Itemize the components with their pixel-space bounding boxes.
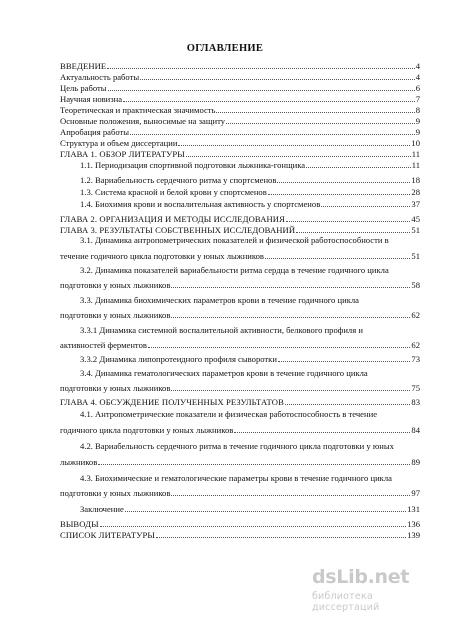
toc-entry[interactable] (60, 251, 420, 261)
toc-entry-title: ГЛАВА 2. ОРГАНИЗАЦИЯ И МЕТОДЫ ИССЛЕДОВАНИЯ (60, 214, 285, 224)
dot-leader (277, 182, 410, 183)
toc-entry[interactable] (60, 280, 420, 290)
watermark (312, 566, 442, 613)
toc-entry[interactable] (60, 530, 420, 540)
toc-entry-page: 51 (411, 225, 420, 235)
toc-entry-page: 139 (407, 530, 420, 540)
toc-entry[interactable] (60, 340, 420, 350)
toc-entry[interactable] (60, 225, 420, 235)
dot-leader (125, 511, 406, 512)
toc-entry-title: Теоретическая и практическая значимость (60, 105, 216, 115)
toc-entry-title-line1: 3.1. Динамика антропометрических показателей и физической работоспособности в (80, 235, 389, 245)
toc-entry-page: 8 (415, 105, 420, 115)
toc-entry[interactable] (60, 488, 420, 498)
toc-entry-title-line2: подготовки у юных лыжников (60, 383, 171, 393)
toc-entry-title-line1: 4.1. Антропометрические показатели и физическая работоспособность в течение (80, 409, 378, 419)
toc-entry-title: Апробация работы (60, 127, 130, 137)
toc-entry-page: 62 (411, 340, 420, 350)
dot-leader (123, 101, 415, 102)
dot-leader (268, 194, 411, 195)
toc-entry-title: Актуальность работы (60, 72, 140, 82)
dot-leader (216, 112, 414, 113)
toc-entry[interactable] (80, 504, 420, 514)
page-title: ОГЛАВЛЕНИЕ (186, 43, 264, 54)
toc-entry-page: 73 (411, 354, 420, 364)
toc-entry[interactable] (60, 383, 420, 393)
toc-entry-title-line1: 3.4. Динамика гематологических параметров крови в течение годичного цикла (80, 368, 368, 378)
toc-entry[interactable] (60, 105, 420, 115)
toc-entry[interactable] (60, 127, 420, 137)
toc-entry-page: 18 (411, 175, 420, 185)
toc-entry[interactable] (80, 187, 420, 197)
toc-entry-page: 84 (411, 425, 420, 435)
dot-leader (234, 432, 410, 433)
toc-entry[interactable] (60, 149, 420, 159)
dot-leader (265, 258, 410, 259)
toc-entry[interactable] (80, 160, 420, 170)
toc-entry-page: 7 (415, 94, 420, 104)
toc-entry-title: ВЫВОДЫ (60, 519, 99, 529)
toc-entry-title: 1.4. Биохимия крови и воспалительная активность у спортсменов (80, 199, 321, 209)
toc-entry-page: 10 (411, 138, 420, 148)
toc-entry-title-line2: течение годичного цикла подготовки у юных лыжников (60, 251, 264, 261)
toc-entry[interactable] (60, 519, 420, 529)
dot-leader (171, 495, 410, 496)
toc-entry-page: 89 (411, 457, 420, 467)
dot-leader (306, 167, 411, 168)
toc-entry-page: 45 (411, 214, 420, 224)
dot-leader (226, 123, 415, 124)
toc-entry[interactable] (80, 175, 420, 185)
toc-entry-page: 75 (411, 383, 420, 393)
toc-entry-page: 11 (411, 149, 420, 159)
toc-entry-page: 9 (415, 127, 420, 137)
toc-entry-page: 11 (411, 160, 420, 170)
toc-entry-title-line1: 3.3.1 Динамика системной воспалительной активности, белкового профиля и (80, 325, 363, 335)
toc-entry-title-line2: подготовки у юных лыжников (60, 488, 171, 498)
toc-entry-title: ГЛАВА 3. РЕЗУЛЬТАТЫ СОБСТВЕННЫХ ИССЛЕДОВАНИЙ (60, 225, 296, 235)
toc-entry-page: 4 (415, 61, 420, 71)
dot-leader (285, 404, 411, 405)
toc-entry-page: 97 (411, 488, 420, 498)
toc-entry-title-line2: подготовки у юных лыжников (60, 280, 171, 290)
toc-entry[interactable] (60, 457, 420, 467)
dot-leader (171, 317, 410, 318)
dot-leader (321, 206, 410, 207)
toc-entry-title: ГЛАВА 1. ОБЗОР ЛИТЕРАТУРЫ (60, 149, 185, 159)
dot-leader (100, 526, 406, 527)
toc-entry-title: Основные положения, выносимые на защиту (60, 116, 226, 126)
toc-entry[interactable] (80, 354, 420, 364)
toc-entry[interactable] (80, 199, 420, 209)
toc-entry-page: 136 (407, 519, 420, 529)
toc-entry-title: ГЛАВА 4. ОБСУЖДЕНИЕ ПОЛУЧЕННЫХ РЕЗУЛЬТАТОВ (60, 397, 284, 407)
dot-leader (148, 347, 410, 348)
toc-entry-title: Заключение (80, 504, 124, 514)
watermark-logo: dsLib.net (312, 566, 410, 588)
toc-entry-title: 1.2. Вариабельность сердечного ритма у спортсменов (80, 175, 277, 185)
toc-entry-title: Научная новизна (60, 94, 123, 104)
toc-entry-title-line2: активностей ферментов (60, 340, 147, 350)
toc-entry-title-line1: 3.2. Динамика показателей вариабельности ритма сердца в течение годичного цикла (80, 265, 389, 275)
dot-leader (140, 79, 415, 80)
toc-entry-page: 6 (415, 83, 420, 93)
toc-entry[interactable] (60, 83, 420, 93)
dot-leader (108, 90, 415, 91)
toc-entry-page: 9 (415, 116, 420, 126)
toc-entry-page: 62 (411, 310, 420, 320)
dot-leader (178, 145, 410, 146)
toc-entry-title-line2: подготовки у юных лыжников (60, 310, 171, 320)
watermark-subtitle: библиотека диссертаций (312, 591, 380, 613)
dot-leader (278, 361, 410, 362)
toc-entry[interactable] (60, 61, 420, 71)
dot-leader (186, 156, 411, 157)
toc-entry-title-line2: лыжников (60, 457, 98, 467)
toc-entry-title-line1: 4.3. Биохимические и гематологические параметры крови в течение годичного цикла (80, 473, 392, 483)
toc-entry[interactable] (60, 94, 420, 104)
dot-leader (286, 221, 410, 222)
dot-leader (171, 390, 410, 391)
dot-leader (171, 287, 410, 288)
toc-entry-title: 3.3.2 Динамика липопротеидного профиля сыворотки (80, 354, 277, 364)
toc-entry-title: Структура и объем диссертации (60, 138, 178, 148)
toc-entry-title: Цель работы (60, 83, 107, 93)
toc-entry-page: 4 (415, 72, 420, 82)
toc-entry-title: 1.1. Периодизация спортивной подготовки лыжника-гонщика (80, 160, 306, 170)
toc-entry-title-line1: 3.3. Динамика биохимических параметров крови в течение годичного цикла (80, 295, 359, 305)
toc-entry[interactable] (60, 116, 420, 126)
dot-leader (130, 134, 415, 135)
toc-entry-title-line2: годичного цикла подготовки у юных лыжников (60, 425, 234, 435)
toc-entry-page: 51 (411, 251, 420, 261)
toc-entry[interactable] (60, 138, 420, 148)
toc-entry-page: 83 (411, 397, 420, 407)
toc-entry[interactable] (60, 425, 420, 435)
toc-entry-title: ВВЕДЕНИЕ (60, 61, 107, 71)
toc-entry-page: 28 (411, 187, 420, 197)
toc-entry-title: 1.3. Система красной и белой крови у спортсменов (80, 187, 267, 197)
toc-entry-page: 131 (407, 504, 420, 514)
toc-entry[interactable] (60, 214, 420, 224)
toc-entry-title: СПИСОК ЛИТЕРАТУРЫ (60, 530, 155, 540)
dot-leader (107, 68, 414, 69)
toc-entry[interactable] (60, 397, 420, 407)
toc-entry-title-line1: 4.2. Вариабельность сердечного ритма в течение годичного цикла подготовки у юных (80, 441, 394, 451)
toc-entry-page: 37 (411, 199, 420, 209)
toc-entry[interactable] (60, 72, 420, 82)
dot-leader (156, 537, 406, 538)
dot-leader (98, 464, 410, 465)
toc-entry-page: 58 (411, 280, 420, 290)
dot-leader (296, 232, 410, 233)
toc-entry[interactable] (60, 310, 420, 320)
